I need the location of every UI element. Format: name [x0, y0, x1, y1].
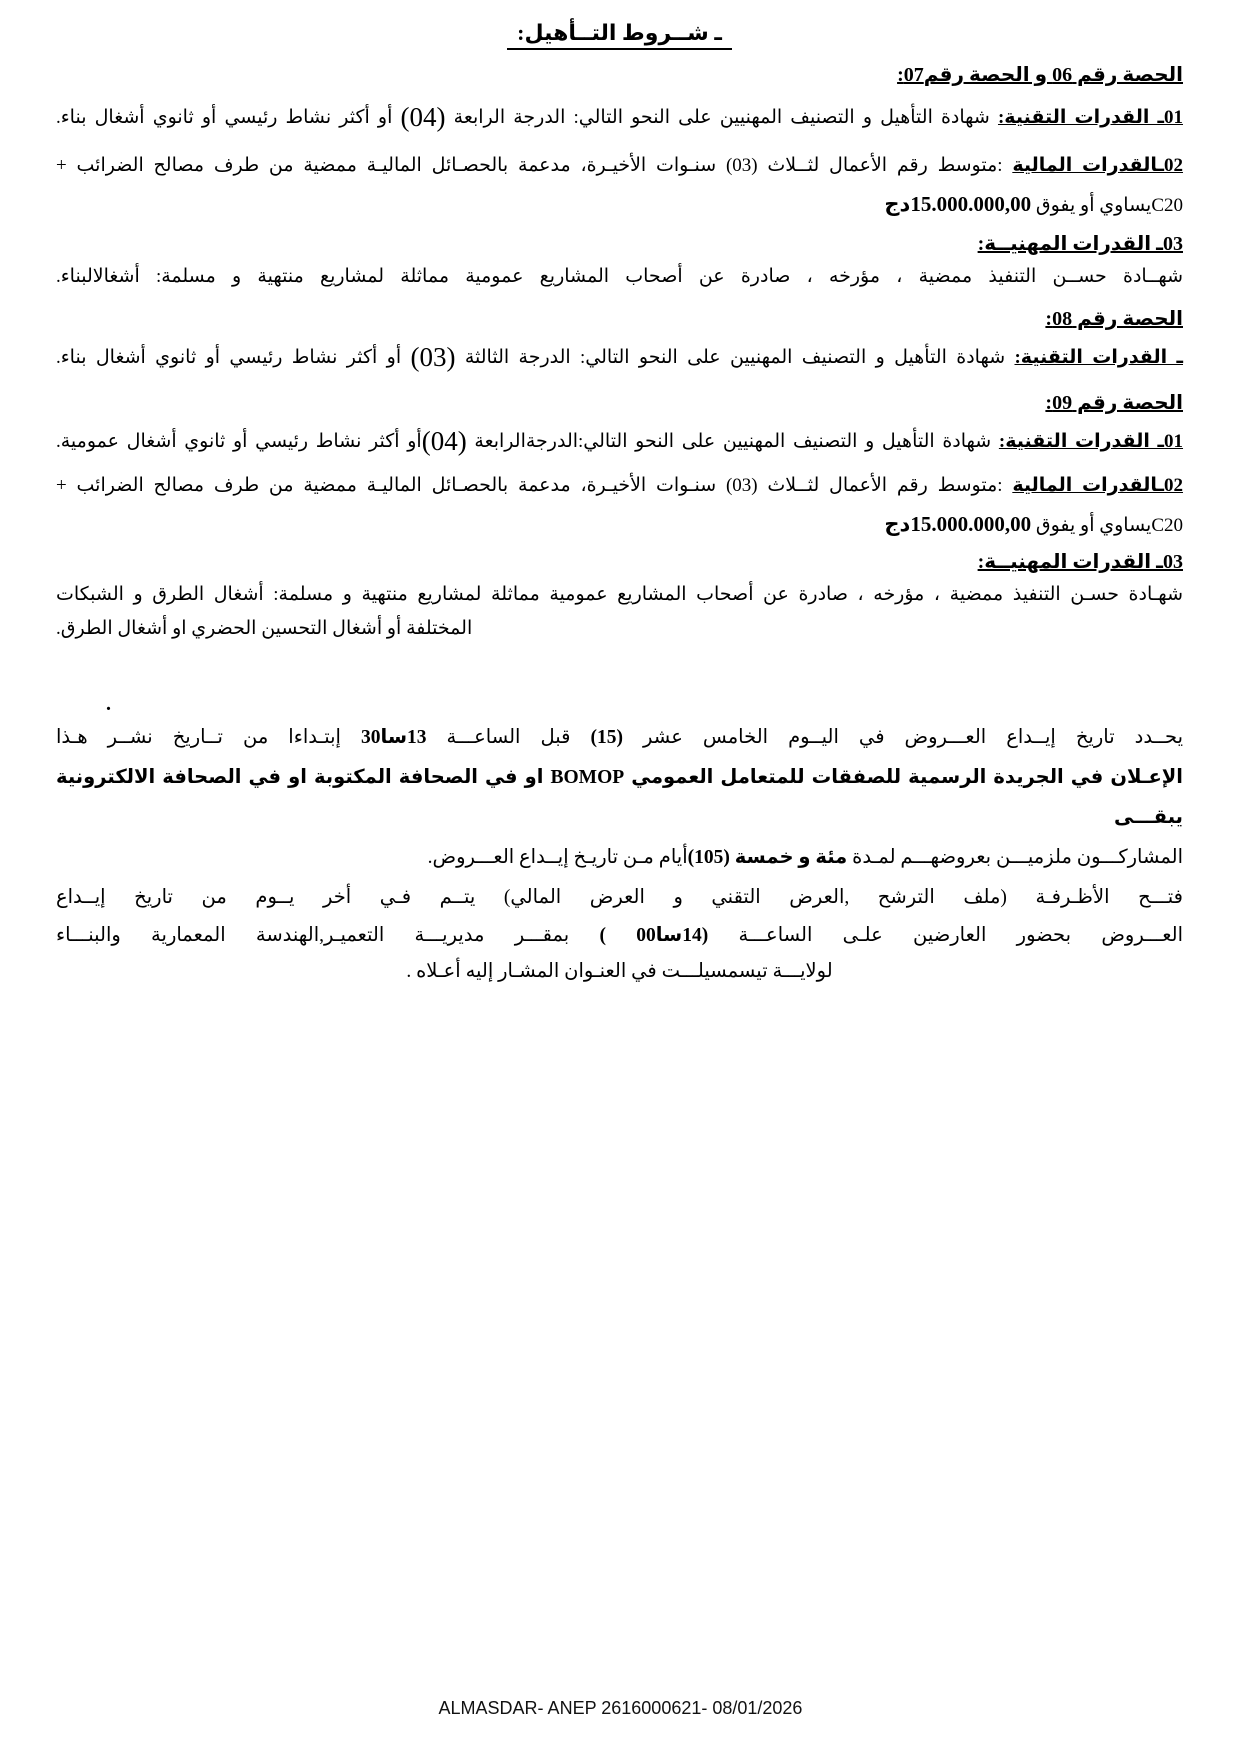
opening-text: العـــروض بحضور العارضين علـى الساعـــة — [708, 925, 1183, 946]
threshold-prefix: C20يساوي أو يفوق — [1031, 195, 1183, 216]
lot-06-07-financial-line — [56, 146, 1183, 186]
publication-line: الإعـلان في الجريدة الرسمية للصفقات للمتعامل العمومي BOMOP او في الصحافة المكتوبة او في الصحافة الالكترونية يبقـــى — [56, 767, 1183, 828]
lot-06-07-professional-text: شهــادة حســن التنفيذ ممضية ، مؤرخه ، صادرة عن أصحاب المشاريع عمومية مماثلة لمشاريع منتهية و مسلمة: أشغالالبناء. — [56, 266, 1183, 287]
deadline-text-3: إبتـداءا من تــاريخ نشــر هـذا — [56, 727, 362, 748]
lot-09-professional-text-1: شهـادة حسـن التنفيذ ممضية ، مؤرخه ، صادرة عن أصحاب المشاريع عمومية مماثلة لمشاريع منتهية و مسلمة: أشغال الطرق و الشبكات — [56, 584, 1183, 605]
lot-06-07-technical-line — [56, 98, 1183, 138]
deadline-days: (15) — [590, 727, 624, 748]
lot-06-07-professional-label: 03ـ القدرات المهنيــة: — [977, 233, 1183, 255]
lot-06-07-threshold-line — [74, 186, 1183, 224]
lot-09-financial-line — [56, 466, 1183, 506]
lot-09-professional-label: 03ـ القدرات المهنيــة: — [977, 551, 1183, 573]
lot-08-heading: الحصة رقم 08: — [1045, 308, 1183, 330]
deadline-text: يحــدد تاريخ إيــداع العـــروض في اليــوم الخامس عشر — [623, 727, 1184, 748]
validity-text: المشاركـــون ملزميـــن بعروضهـــم لمـدة — [847, 847, 1183, 868]
currency-label: دج — [884, 512, 911, 536]
document-content — [56, 16, 1183, 990]
opening-line-3: لولايـــة تيسمسيلـــت في العنـوان المشـار إليه أعـلاه . — [406, 961, 833, 982]
qualification-grade: (04) — [421, 426, 467, 456]
technical-capacities-text: شهادة التأهيل و التصنيف المهنيين على النحو التالي:الدرجةالرابعة — [466, 431, 999, 452]
opening-line-2 — [56, 918, 1183, 954]
lot-09-heading: الحصة رقم 09: — [1045, 392, 1183, 414]
page-title: ـ شــروط التــأهيل: — [507, 20, 732, 50]
lot-09-professional-text-2: المختلفة أو أشغال التحسين الحضري او أشغال الطرق. — [56, 618, 473, 639]
financial-capacities-label: 02ـالقدرات المالية — [1012, 475, 1183, 496]
threshold-prefix: C20يساوي أو يفوق — [1031, 515, 1183, 536]
opening-time: (14سا00 ) — [599, 925, 709, 946]
opening-text-2: بمقـــر مديريـــة التعميـر,الهندسة المعمارية والبنـــاء — [56, 925, 600, 946]
financial-capacities-label: 02ـالقدرات المالية — [1012, 155, 1183, 176]
lot-09-technical-line — [56, 422, 1183, 462]
opening-line-1: فتـــح الأظـرفـة (ملف الترشح ,العرض التقني و العرض المالي) يتــم فـي أخر يــوم من تاريخ إيــداع — [56, 887, 1184, 908]
technical-capacities-label: 01ـ القدرات التقنية: — [998, 431, 1184, 452]
lot-06-07-heading: الحصة رقم 06 و الحصة رقم07: — [897, 64, 1183, 86]
financial-capacities-text: :متوسط رقم الأعمال لثــلاث (03) سنـوات الأخيـرة، مدعمة بالحصـائل الماليـة ممضية من طرف مصالح الضرائب + — [56, 155, 1013, 176]
technical-capacities-text-after: أو أكثر نشاط رئيسي أو ثانوي أشغال بناء. — [56, 347, 411, 368]
technical-capacities-label: 01ـ القدرات التقنية: — [997, 107, 1183, 128]
page-title-row — [56, 16, 1183, 50]
financial-capacities-text: :متوسط رقم الأعمال لثــلاث (03) سنـوات الأخيـرة، مدعمة بالحصـائل الماليـة ممضية من طرف مصالح الضرائب + — [56, 475, 1013, 496]
currency-label: دج — [884, 192, 911, 216]
amount-value: 15.000.000,00 — [910, 192, 1032, 216]
amount-value: 15.000.000,00 — [910, 512, 1032, 536]
validity-text-2: أيام مـن تاريـخ إيــداع العـــروض. — [427, 847, 688, 868]
deadline-line — [56, 718, 1183, 758]
qualification-grade: (03) — [410, 342, 456, 372]
lot-09-threshold-line — [74, 506, 1183, 544]
technical-capacities-text-after: أو أكثر نشاط رئيسي أو ثانوي أشغال عمومية. — [56, 431, 422, 452]
qualification-grade: (04) — [400, 102, 446, 132]
deadline-text-2: قبل الساعـــة — [426, 727, 591, 748]
footer-anep-reference: ALMASDAR- ANEP 2616000621- 08/01/2026 — [438, 1698, 803, 1718]
validity-duration: مئة و خمسة (105) — [687, 847, 848, 868]
technical-capacities-text: شهادة التأهيل و التصنيف المهنيين على النحو التالي: الدرجة الثالثة — [455, 347, 1015, 368]
validity-line — [56, 838, 1183, 878]
technical-capacities-text-after: أو أكثر نشاط رئيسي أو ثانوي أشغال بناء. — [56, 107, 401, 128]
technical-capacities-label: ـ القدرات التقنية: — [1014, 347, 1183, 368]
technical-capacities-text: شهادة التأهيل و التصنيف المهنيين على النحو التالي: الدرجة الرابعة — [445, 107, 998, 128]
stray-dot: . — [106, 693, 111, 715]
deadline-time: 13سا30 — [361, 727, 427, 748]
lot-08-technical-line — [56, 338, 1183, 378]
